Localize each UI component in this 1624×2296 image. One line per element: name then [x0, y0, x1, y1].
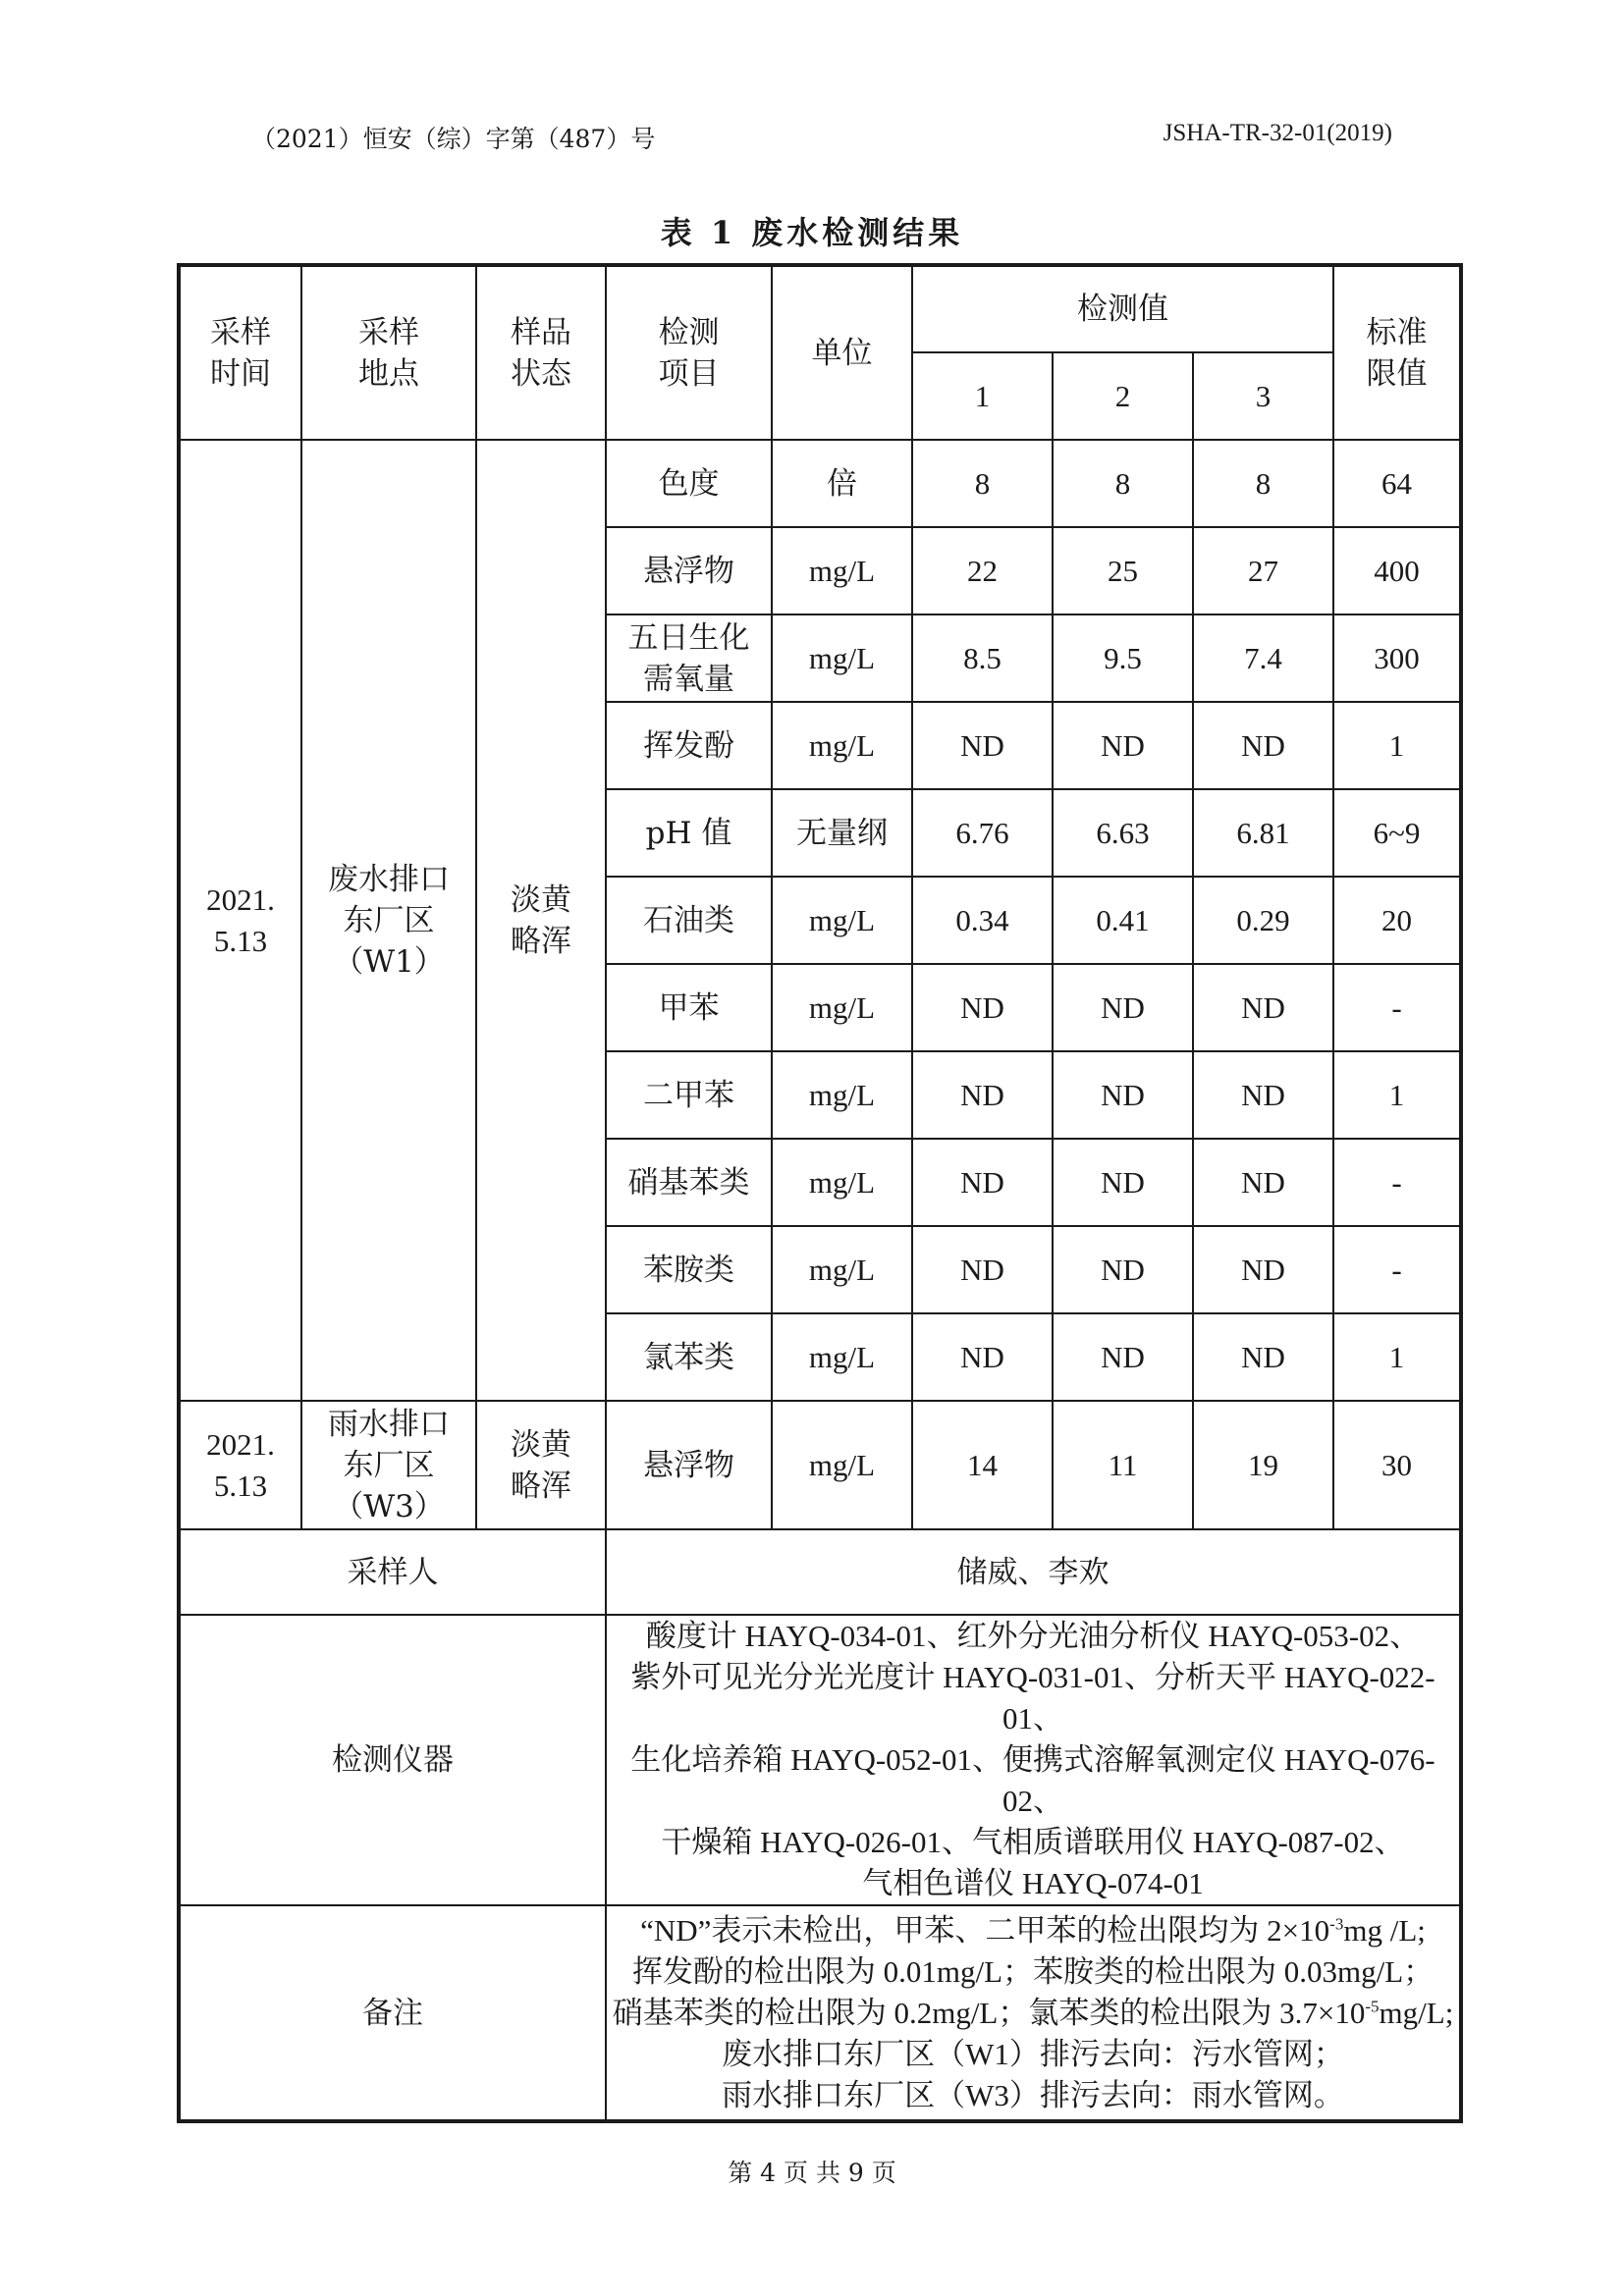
value-cell: ND [1053, 964, 1193, 1051]
test-item: 石油类 [606, 877, 772, 964]
instruments-list [606, 1615, 1461, 1905]
limit-cell: 300 [1333, 614, 1461, 702]
instrument-line: 酸度计 HAYQ-034-01、红外分光油分析仪 HAYQ-053-02、 [645, 1619, 1421, 1653]
sampler-row [179, 1529, 1461, 1615]
limit-cell: - [1333, 1226, 1461, 1313]
group1-sample-time: 2021. 5.13 [179, 440, 301, 1401]
value-cell: 11 [1053, 1401, 1193, 1529]
value-cell: ND [912, 702, 1053, 789]
instruments-row [179, 1615, 1461, 1905]
unit-cell: mg/L [772, 1313, 912, 1401]
value-cell: 7.4 [1193, 614, 1333, 702]
unit-cell: mg/L [772, 1139, 912, 1226]
value-cell: ND [1053, 1051, 1193, 1139]
value-cell: 0.34 [912, 877, 1053, 964]
test-item: 甲苯 [606, 964, 772, 1051]
value-cell: 0.41 [1053, 877, 1193, 964]
value-cell: ND [912, 1226, 1053, 1313]
document-number: （2021）恒安（综）字第（487）号 [251, 125, 656, 153]
header-sample-state: 样品 状态 [476, 265, 606, 440]
value-cell: ND [1193, 964, 1333, 1051]
value-cell: 0.29 [1193, 877, 1333, 964]
instrument-line: 干燥箱 HAYQ-026-01、气相质谱联用仪 HAYQ-087-02、 [661, 1825, 1405, 1859]
value-cell: 6.76 [912, 789, 1053, 877]
value-cell: 6.81 [1193, 789, 1333, 877]
value-cell: 8 [1053, 440, 1193, 527]
value-cell: ND [1193, 1051, 1333, 1139]
limit-cell: 30 [1333, 1401, 1461, 1529]
instrument-line: 生化培养箱 HAYQ-052-01、便携式溶解氧测定仪 HAYQ-076-02、 [630, 1742, 1435, 1818]
value-cell: 8.5 [912, 614, 1053, 702]
value-cell: 27 [1193, 527, 1333, 614]
remarks-label: 备注 [179, 1905, 606, 2121]
unit-cell: mg/L [772, 1226, 912, 1313]
table-row [179, 1401, 1461, 1529]
test-item: 挥发酚 [606, 702, 772, 789]
unit-cell: mg/L [772, 1051, 912, 1139]
unit-cell: mg/L [772, 1401, 912, 1529]
unit-cell: mg/L [772, 527, 912, 614]
instruments-label: 检测仪器 [179, 1615, 606, 1905]
instrument-line: 气相色谱仪 HAYQ-074-01 [862, 1866, 1204, 1900]
value-cell: 25 [1053, 527, 1193, 614]
value-cell: 14 [912, 1401, 1053, 1529]
value-cell: 19 [1193, 1401, 1333, 1529]
header-standard-limit: 标准 限值 [1333, 265, 1461, 440]
limit-cell: 1 [1333, 1313, 1461, 1401]
table-title: 表 1 废水检测结果 [660, 214, 964, 251]
header-sample-site: 采样 地点 [301, 265, 476, 440]
value-cell: ND [1053, 702, 1193, 789]
value-cell: ND [912, 1051, 1053, 1139]
limit-cell: 400 [1333, 527, 1461, 614]
limit-cell: 20 [1333, 877, 1461, 964]
group2-sample-time: 2021. 5.13 [179, 1401, 301, 1529]
value-cell: ND [1053, 1226, 1193, 1313]
value-cell: ND [1053, 1313, 1193, 1401]
instrument-line: 紫外可见光分光光度计 HAYQ-031-01、分析天平 HAYQ-022-01、 [630, 1660, 1435, 1735]
value-cell: ND [912, 964, 1053, 1051]
header-sample-time: 采样 时间 [179, 265, 301, 440]
test-item: 色度 [606, 440, 772, 527]
sampler-label: 采样人 [179, 1529, 606, 1615]
limit-cell: 6~9 [1333, 789, 1461, 877]
group1-sample-site: 废水排口 东厂区 （W1） [301, 440, 476, 1401]
value-cell: ND [1193, 702, 1333, 789]
value-cell: ND [1193, 1139, 1333, 1226]
header-value-1: 1 [912, 352, 1053, 440]
header-row-1 [179, 265, 1461, 352]
value-cell: ND [1193, 1226, 1333, 1313]
test-item: 悬浮物 [606, 1401, 772, 1529]
test-item: 五日生化 需氧量 [606, 614, 772, 702]
group2-sample-state: 淡黄 略浑 [476, 1401, 606, 1529]
value-cell: ND [912, 1313, 1053, 1401]
header-test-value: 检测值 [912, 265, 1333, 352]
test-item: 氯苯类 [606, 1313, 772, 1401]
test-item: pH 值 [606, 789, 772, 877]
limit-cell: 1 [1333, 1051, 1461, 1139]
value-cell: ND [1193, 1313, 1333, 1401]
sampler-value: 储威、李欢 [606, 1529, 1461, 1615]
header-value-2: 2 [1053, 352, 1193, 440]
value-cell: 9.5 [1053, 614, 1193, 702]
test-item: 悬浮物 [606, 527, 772, 614]
header-unit: 单位 [772, 265, 912, 440]
group2-sample-site: 雨水排口 东厂区 （W3） [301, 1401, 476, 1529]
wastewater-results-table [177, 263, 1463, 2123]
unit-cell: mg/L [772, 877, 912, 964]
remarks-row [179, 1905, 1461, 2121]
limit-cell: 1 [1333, 702, 1461, 789]
test-item: 苯胺类 [606, 1226, 772, 1313]
test-item: 硝基苯类 [606, 1139, 772, 1226]
remarks-text: “ND”表示未检出，甲苯、二甲苯的检出限均为 $2\times 10^{-3}mg$ /L; 挥发酚的检出限为 0.01mg/L；苯胺类的检出限为 0.03mg/L； 硝基苯类的检出限为 0.2mg/L；氯苯类的检出限为 $3.7\times 10^{-5}mg/L$; 废水排口东厂区（W1）排污去向：污水管网； 雨水排口东厂区（W3）排污去向：雨水管网。 [606, 1905, 1461, 2121]
value-cell: 8 [912, 440, 1053, 527]
page-footer: 第 4 页 共 9 页 [728, 2159, 896, 2187]
unit-cell: 无量纲 [772, 789, 912, 877]
unit-cell: mg/L [772, 614, 912, 702]
header-value-3: 3 [1193, 352, 1333, 440]
test-item: 二甲苯 [606, 1051, 772, 1139]
form-code: JSHA-TR-32-01(2019) [1163, 120, 1392, 146]
table-row [179, 440, 1461, 527]
value-cell: ND [1053, 1139, 1193, 1226]
group1-sample-state: 淡黄 略浑 [476, 440, 606, 1401]
unit-cell: mg/L [772, 964, 912, 1051]
value-cell: 22 [912, 527, 1053, 614]
value-cell: ND [912, 1139, 1053, 1226]
limit-cell: - [1333, 1139, 1461, 1226]
unit-cell: 倍 [772, 440, 912, 527]
unit-cell: mg/L [772, 702, 912, 789]
limit-cell: 64 [1333, 440, 1461, 527]
value-cell: 6.63 [1053, 789, 1193, 877]
value-cell: 8 [1193, 440, 1333, 527]
header-test-item: 检测 项目 [606, 265, 772, 440]
limit-cell: - [1333, 964, 1461, 1051]
